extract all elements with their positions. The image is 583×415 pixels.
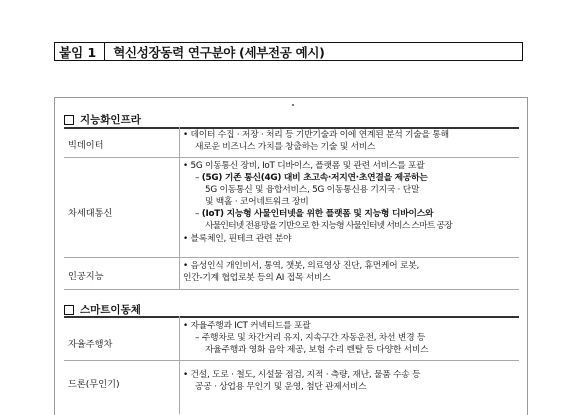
header-box	[54, 42, 523, 61]
section-title-smart-mobility: 스마트이동체	[64, 302, 141, 317]
checkbox-icon	[64, 305, 74, 315]
row-label-next-gen-comm: 차세대통신	[68, 208, 113, 219]
row-label-drone: 드론(무인기)	[68, 379, 120, 390]
row-label-autonomous-car: 자율주행차	[68, 339, 113, 350]
row-content-bigdata: • 데이터 수집 · 저장 · 처리 등 기반기술과 이에 연계된 분석 기술을 통해 새로운 비즈니스 가치를 창출하는 기술 및 서비스	[183, 130, 449, 153]
checkbox-icon	[64, 115, 74, 125]
row-content-next-gen-comm: • 5G 이동통신 장비, IoT 디바이스, 플랫폼 및 관련 서비스를 포괄 – (5G) 기존 통신(4G) 대비 초고속·저지연·초연결을 제공하는 5G 이동통신 및 융합서비스, 5G 이동통신용 기지국 · 단말 및 백홀 · 코어네트워크 장비 – (IoT) 지능형 사물인터넷을 위한 플랫폼 및 지능형 디바이스와 사물인터넷 전용망을 기반으로 한 지능형 사물인터넷 서비스 스마트 공장 • 블록체인, 핀테크 관련 분야	[183, 161, 452, 244]
header-label: 붙임 1	[55, 43, 105, 60]
header-title: 혁신성장동력 연구분야 (세부전공 예시)	[113, 44, 325, 60]
row-label-ai: 인공지능	[68, 271, 104, 282]
row-content-ai: • 음성인식 개인비서, 통역, 챗봇, 의료영상 진단, 휴먼케어 로봇, 인간-기계 협업로봇 등의 AI 접목 서비스	[183, 261, 419, 284]
row-content-drone: • 건설, 도로 · 철도, 시설물 점검, 지적 · 측량, 재난, 물품 수송 등 공공 · 상업용 무인기 및 운영, 첨단 관제서비스	[183, 370, 421, 393]
row-content-autonomous-car: • 자율주행과 ICT 커넥티드를 포괄 – 주행차로 및 차간거리 유지, 지속구간 자동운전, 차선 변경 등 자율주행과 영화 음악 제공, 보험 수리 렌탈 등 다양한 서비스	[183, 321, 429, 356]
row-label-bigdata: 빅데이터	[68, 140, 104, 151]
section-title-intelligence-infra: 지능화인프라	[64, 112, 141, 127]
